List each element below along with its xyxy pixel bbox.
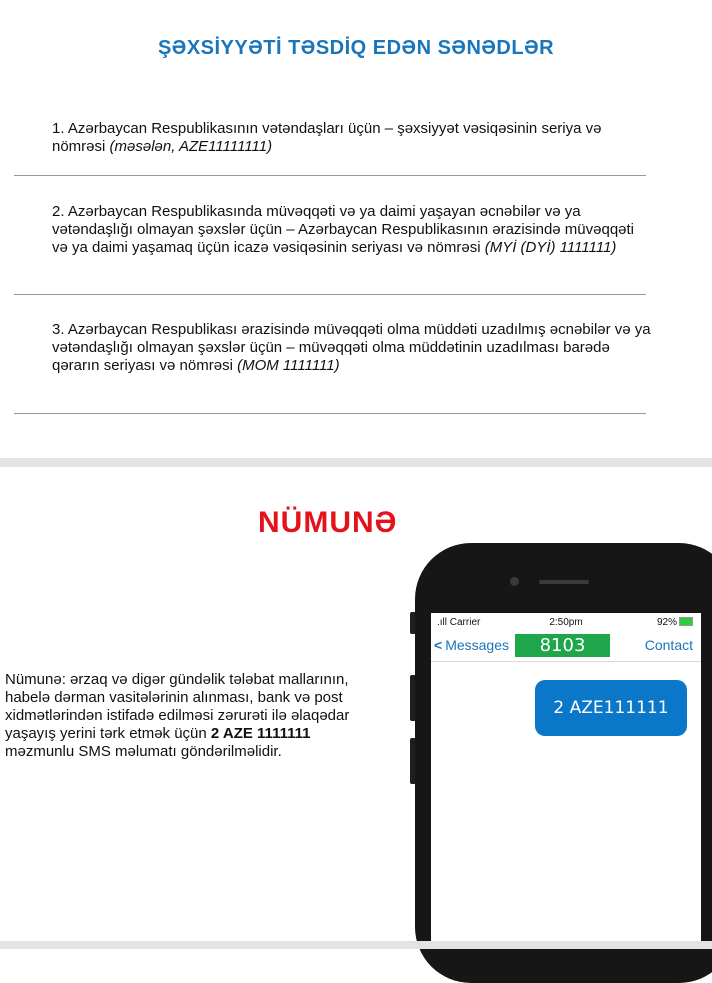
divider (14, 294, 646, 295)
document-item-2-example: (MYİ (DYİ) 1111111) (484, 239, 617, 256)
messages-nav-bar (431, 631, 701, 662)
chevron-left-icon: < (434, 637, 443, 653)
recipient-number: 8103 (515, 634, 610, 657)
document-item-2 (52, 203, 652, 257)
status-bar (431, 613, 701, 631)
document-item-2-text: 2. Azərbaycan Respublikasında müvəqqəti və ya daimi yaşayan əcnəbilər və ya vətəndaşlığı olmayan şəxslər üçün – Azərbaycan Respublikasının ərazisində müvəqqəti və ya daimi yaşamaq üçün icazə vəsiqəsinin seriyası və nömrəsi (52, 203, 634, 256)
document-item-1-text: 1. Azərbaycan Respublikasının vətəndaşları üçün – şəxsiyyət vəsiqəsinin seriya və nömrəsi (52, 120, 602, 155)
phone-speaker-icon (539, 580, 589, 584)
document-item-3-example: (MOM 1111111) (237, 357, 340, 374)
example-text-after: məzmunlu SMS məlumatı göndərilməlidir. (5, 743, 282, 760)
battery-icon (679, 617, 693, 626)
divider (14, 175, 646, 176)
contact-button[interactable]: Contact (644, 637, 693, 653)
example-text-before: Nümunə: ərzaq və digər gündəlik tələbat mallarının, habelə dərman vasitələrinin alınması, bank və post xidmətlərindən istifadə edilməsi zərurəti ilə əlaqədar yaşayış yerini tərk etmək üçün (5, 671, 350, 742)
sent-message-bubble: 2 AZE111111 (535, 680, 687, 736)
battery-percent: 92% (656, 617, 677, 628)
divider (14, 413, 646, 414)
back-button-label: Messages (445, 637, 509, 653)
phone-camera-icon (510, 577, 519, 586)
status-time: 2:50pm (549, 617, 583, 628)
example-title: NÜMUNƏ (258, 506, 398, 539)
page-title: ŞƏXSİYYƏTİ TƏSDİQ EDƏN SƏNƏDLƏR (157, 37, 555, 59)
bottom-separator (0, 941, 712, 949)
back-to-messages-button[interactable] (434, 637, 509, 653)
example-sms-code: 2 AZE 1111111 (210, 725, 311, 742)
phone-screen (431, 613, 701, 943)
document-item-1-example: (məsələn, AZE11111111) (109, 138, 273, 155)
document-item-1 (52, 120, 652, 156)
battery-status (657, 617, 693, 628)
document-item-3 (52, 321, 652, 375)
carrier-signal: .ıll Carrier (437, 617, 481, 628)
example-description (5, 671, 365, 761)
document-item-3-text: 3. Azərbaycan Respublikası ərazisində müvəqqəti olma müddəti uzadılmış əcnəbilər və ya vətəndaşlığı olmayan şəxslər üçün – müvəqqəti olma müddətinin uzadılması barədə qərarın seriyası və nömrəsi (52, 321, 651, 374)
section-separator (0, 458, 712, 467)
documents-section (0, 0, 712, 458)
